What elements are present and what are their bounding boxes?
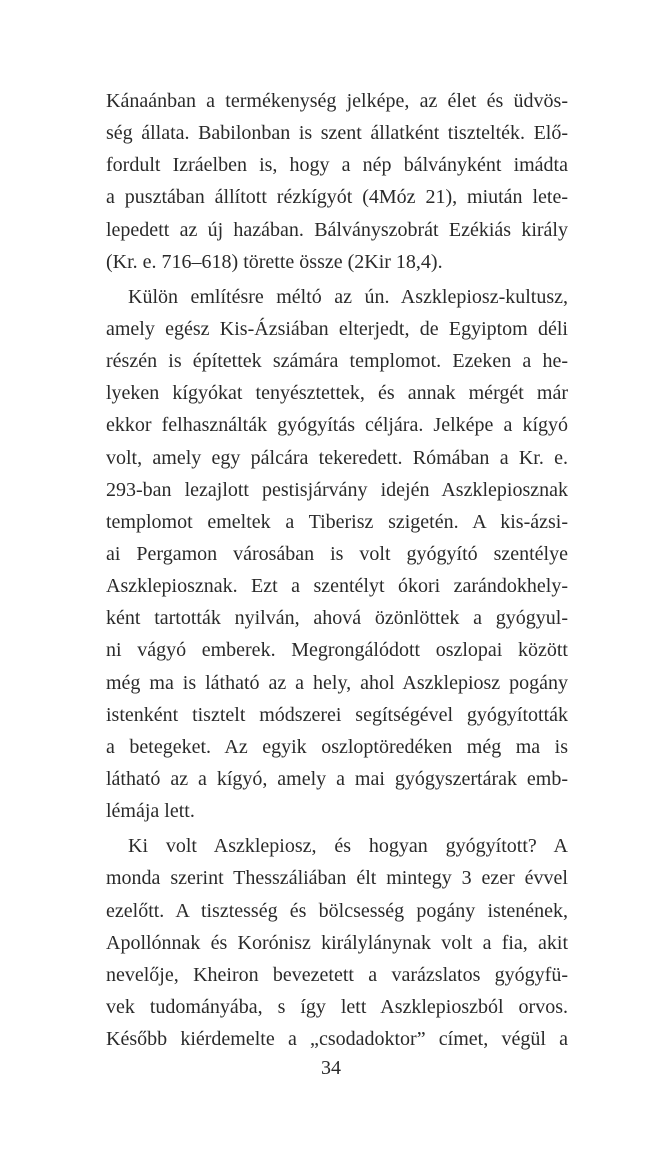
text-line: ni vágyó emberek. Megrongálódott oszlopai között [106,639,568,662]
text-line: lepedett az új hazában. Bálványszobrát Ezékiás király [106,218,568,241]
text-line: Külön említésre méltó az ún. Aszklepiosz-kultusz, [128,285,568,308]
text-line: 293-ban lezajlott pestisjárvány idején Aszklepiosznak [106,478,568,501]
text-line: templomot emeltek a Tiberisz szigetén. A kis-ázsi- [106,510,568,533]
text-line: lémája lett. [106,800,195,823]
text-line: monda szerint Thesszáliában élt mintegy 3 ezer évvel [106,867,568,890]
page-number: 34 [321,1057,341,1079]
text-line: Aszklepiosznak. Ezt a szentélyt ókori zarándokhely- [106,575,568,598]
text-line: istenként tisztelt módszerei segítségével gyógyították [106,703,568,726]
text-line: ezelőtt. A tisztesség és bölcsesség pogány istenének, [106,899,568,922]
text-line: (Kr. e. 716–618) törette össze (2Kir 18,4). [106,250,443,273]
text-line: Kánaánban a termékenység jelképe, az élet és üdvös- [106,90,568,112]
text-line: vek tudományába, s így lett Aszklepioszból orvos. [106,995,568,1018]
text-line: Ki volt Aszklepiosz, és hogyan gyógyított? A [128,835,568,858]
text-line: Apollónnak és Korónisz királylánynak volt a fia, akit [106,931,568,954]
text-line: volt, amely egy pálcára tekeredett. Rómában a Kr. e. [106,446,568,469]
text-line: lyeken kígyókat tenyésztettek, és annak mérgét már [106,382,568,405]
text-line: a pusztában állított rézkígyót (4Móz 21), miután lete- [106,186,568,209]
text-line: ként tartották nyilván, ahová özönlöttek a gyógyul- [106,607,568,630]
text-line: fordult Izráelben is, hogy a nép bálványként imádta [106,154,568,177]
body-text [106,85,568,1055]
paragraph-3 [106,830,568,1055]
text-line: Később kiérdemelte a „csodadoktor” címet, végül a [106,1028,568,1051]
text-line: még ma is látható az a hely, ahol Aszklepiosz pogány [106,671,568,694]
paragraph-2 [106,281,568,827]
text-line: ség állata. Babilonban is szent állatként tisztelték. Elő- [106,122,568,145]
text-line: a betegeket. Az egyik oszloptöredéken még ma is [106,735,568,758]
text-line: amely egész Kis-Ázsiában elterjedt, de Egyiptom déli [106,317,568,340]
text-line: ai Pergamon városában is volt gyógyító szentélye [106,542,568,565]
text-line: látható az a kígyó, amely a mai gyógyszertárak emb- [106,767,568,790]
paragraph-1 [106,85,568,278]
text-line: ekkor felhasználták gyógyítás céljára. Jelképe a kígyó [106,414,568,437]
text-line: nevelője, Kheiron bevezetett a varázslatos gyógyfü- [106,963,568,986]
text-line: részén is építettek számára templomot. Ezeken a he- [106,350,568,373]
